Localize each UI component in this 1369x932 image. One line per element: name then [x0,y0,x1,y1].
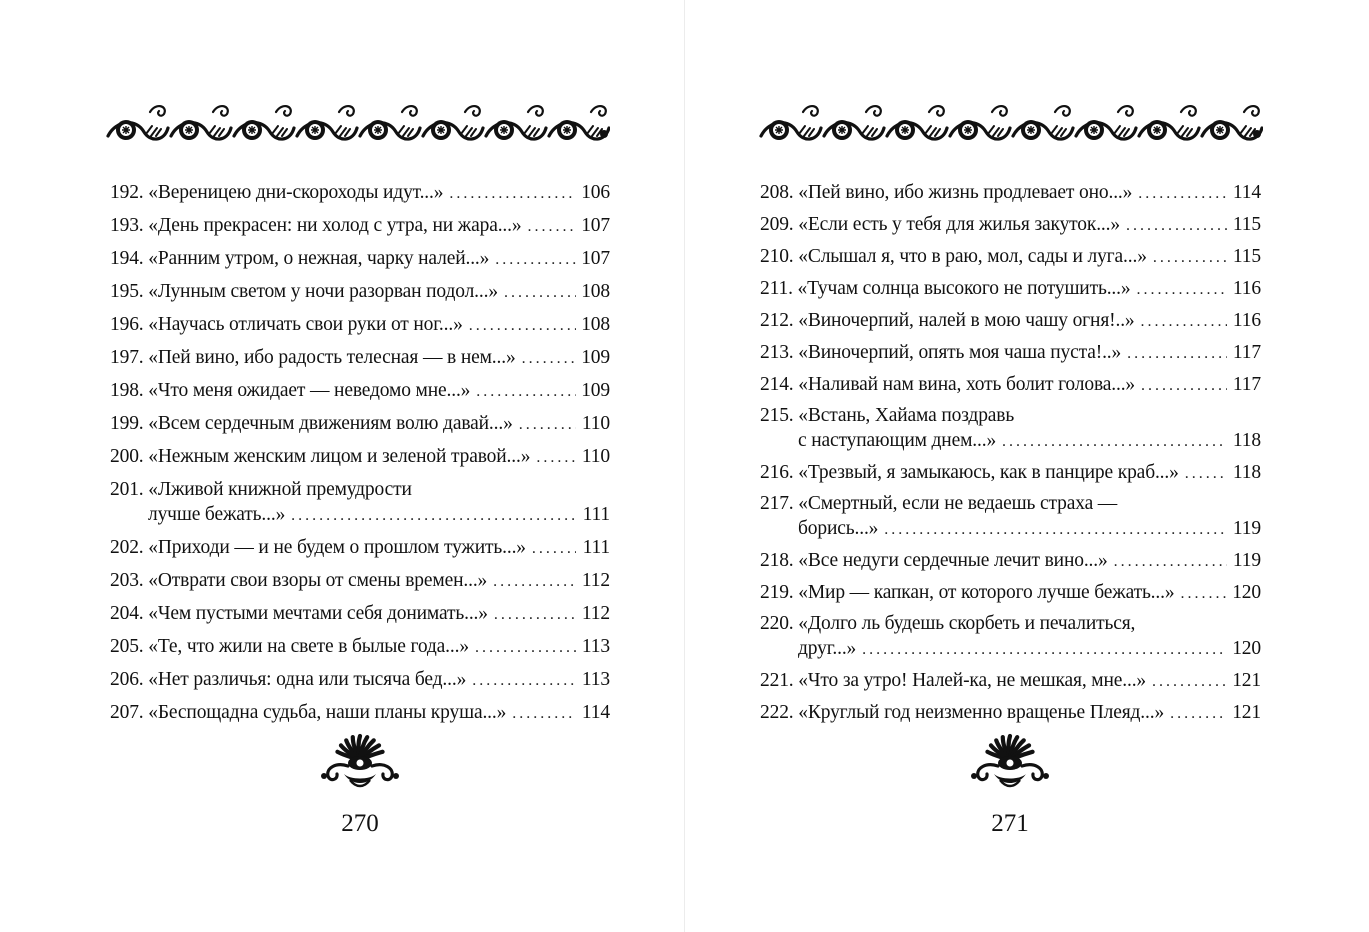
toc-entry-line [760,577,1261,609]
ornament-stroke [838,126,846,134]
entry-page-number: 119 [1232,550,1261,571]
entry-page-number: 110 [581,446,610,467]
entry-page-number: 119 [1232,517,1261,539]
entry-number: 221. [760,670,794,691]
entry-number: 210. [760,246,794,267]
toc-entry [110,631,610,664]
toc-entry [110,375,610,408]
toc-entry-line [110,342,610,375]
toc-entry-line [110,210,610,243]
ornament-stroke [862,126,877,136]
toc-entry [110,664,610,697]
entry-title: «Слышал я, что в раю, мол, сады и луга...» [798,246,1147,267]
dot-leader [1114,546,1227,577]
toc-entry-line [760,665,1261,697]
ornament-stroke [866,106,881,116]
entry-title: «Отврати свои взоры от смены времен...» [148,570,488,591]
entry-page-number: 108 [581,314,610,335]
toc-entry [760,609,1261,665]
entry-title: «Трезвый, я замыкаюсь, как в панцире краб...» [798,462,1179,483]
dot-leader [1153,242,1227,273]
toc-entry-line [110,441,610,474]
toc-entry [110,474,610,532]
ornament-stroke [402,106,417,116]
toc-entry-line [110,664,610,697]
entry-page-number: 115 [1232,246,1261,267]
entry-title: «Долго ль будешь скорбеть и печалиться, [798,613,1136,634]
dot-leader [504,277,576,309]
toc-entry [760,337,1261,369]
entry-number: 202. [110,537,144,558]
toc-entry-line [760,369,1261,401]
entry-page-number: 109 [581,347,610,368]
entry-number: 195. [110,281,144,302]
toc-entry [760,305,1261,337]
toc-entry [760,177,1261,209]
entry-page-number: 112 [581,603,610,624]
ornament-stroke [213,106,228,116]
scroll-ornament-band-icon [106,98,610,150]
toc-entry [110,309,610,342]
ornament-stroke [357,760,364,767]
toc-entry [760,577,1261,609]
entry-number: 211. [760,278,793,299]
right-page [685,0,1369,932]
toc-entry-line [760,404,1261,429]
ornament-stroke [465,106,480,116]
entry-title: «Беспощадна судьба, наши планы круша...» [148,702,507,723]
dot-leader [1138,178,1227,209]
table-of-contents [110,177,610,730]
entry-title: «Всем сердечным движениям волю давай...» [148,413,513,434]
entry-title: «Все недуги сердечные лечит вино...» [798,550,1108,571]
ornament-stroke [929,106,944,116]
ornament-stroke [524,126,539,136]
dot-leader [1136,274,1227,305]
page-number: 270 [341,810,379,837]
toc-entry-line [110,565,610,598]
dot-leader [1170,698,1227,729]
left-page [0,0,684,932]
dot-leader [884,518,1227,543]
dot-leader [1002,430,1227,455]
ornament-stroke [1114,126,1129,136]
ornament-stroke [185,126,193,134]
dot-leader [1152,666,1227,697]
ornament-stroke [146,126,161,136]
entry-title: «Ранним утром, о нежная, чарку налей...» [148,248,490,269]
entry-title: «Мир — капкан, от которого лучше бежать...» [798,582,1175,603]
entry-title: лучше бежать...» [148,504,286,525]
entry-page-number: 114 [1232,182,1261,203]
entry-page-number: 112 [581,570,610,591]
entry-page-number: 117 [1232,374,1261,395]
entry-page-number: 107 [581,248,610,269]
entry-number: 206. [110,669,144,690]
entry-title: «День прекрасен: ни холод с утра, ни жара...» [148,215,522,236]
toc-entry [760,457,1261,489]
toc-entry-line [760,337,1261,369]
ornament-stroke [321,773,327,779]
entry-number: 193. [110,215,144,236]
ornament-stroke [393,773,399,779]
ornament-stroke [1118,106,1133,116]
entry-title: «Виночерпий, налей в мою чашу огня!..» [798,310,1135,331]
dot-leader [532,533,576,565]
ornament-stroke [437,126,445,134]
entry-title: борись...» [798,517,879,539]
toc-entry-line [760,612,1261,637]
toc-entry-line [110,532,610,565]
toc-entry [760,697,1261,729]
toc-entry-line [110,477,610,502]
toc-entry-line [110,177,610,210]
palmette-ornament-icon [320,730,400,790]
toc-entry [110,276,610,309]
ornament-stroke [1007,760,1014,767]
entry-number: 218. [760,550,794,571]
toc-entry [760,545,1261,577]
entry-title: с наступающим днем...» [798,429,997,451]
entry-page-number: 118 [1232,429,1261,451]
toc-entry [110,210,610,243]
entry-title: «Лунным светом у ночи разорван подол...» [148,281,498,302]
entry-number: 219. [760,582,794,603]
entry-title: «Если есть у тебя для жилья закуток...» [798,214,1120,235]
ornament-stroke [1216,126,1224,134]
dot-leader [475,632,576,664]
ornament-stroke [1022,765,1042,780]
ornament-stroke [775,126,783,134]
scroll-ornament-band-icon [759,98,1263,150]
ornament-stroke [591,106,606,116]
toc-entry-line [760,305,1261,337]
entry-number: 208. [760,182,794,203]
toc-entry-line [110,598,610,631]
entry-page-number: 106 [581,182,610,203]
toc-entry-line [110,631,610,664]
toc-entry [760,369,1261,401]
dot-leader [862,638,1227,663]
ornament-stroke [335,126,350,136]
ornament-stroke [971,773,977,779]
toc-entry-line [760,697,1261,729]
dot-leader [512,698,576,730]
toc-entry-line [760,637,1261,663]
dot-leader [527,211,576,243]
ornament-stroke [372,765,392,780]
ornament-stroke [500,126,508,134]
dot-leader [472,665,576,697]
palmette-ornament-icon [970,730,1050,790]
ornament-stroke [311,126,319,134]
entry-title: «Встань, Хайама поздравь [798,405,1015,426]
entry-page-number: 121 [1232,670,1261,691]
ornament-stroke [978,765,998,780]
toc-entry [760,401,1261,457]
entry-title: «Круглый год неизменно вращенье Плеяд...» [798,702,1165,723]
dot-leader [536,442,576,474]
ornament-stroke [587,126,602,136]
entry-number: 198. [110,380,144,401]
entry-number: 207. [110,702,144,723]
toc-entry-line [110,697,610,730]
entry-title: «Научась отличать свои руки от ног...» [148,314,463,335]
ornament-stroke [925,126,940,136]
ornament-stroke [150,106,165,116]
ornament-stroke [964,126,972,134]
toc-entry [760,273,1261,305]
ornament-stroke [1181,106,1196,116]
entry-title: «Чем пустыми мечтами себя донимать...» [148,603,488,624]
entry-page-number: 115 [1232,214,1261,235]
entry-title: «Нет различья: одна или тысяча бед...» [148,669,467,690]
toc-entry [110,408,610,441]
ornament-stroke [398,126,413,136]
entry-page-number: 109 [581,380,610,401]
entry-number: 192. [110,182,144,203]
dot-leader [1141,306,1227,337]
dot-leader [1126,210,1227,241]
ornament-stroke [994,774,1026,783]
toc-entry-line [760,429,1261,455]
ornament-stroke [799,126,814,136]
toc-entry [110,532,610,565]
toc-entry-line [110,408,610,441]
entry-page-number: 111 [582,504,610,525]
entry-title: друг...» [798,637,857,659]
entry-page-number: 113 [581,669,610,690]
entry-number: 216. [760,462,794,483]
toc-entry-line [760,517,1261,543]
entry-number: 215. [760,405,794,426]
toc-entry [760,241,1261,273]
dot-leader [494,599,576,631]
entry-page-number: 118 [1232,462,1261,483]
ornament-stroke [992,106,1007,116]
entry-page-number: 108 [581,281,610,302]
dot-leader [1141,370,1227,401]
ornament-stroke [374,126,382,134]
ornament-stroke [563,126,571,134]
ornament-stroke [528,106,543,116]
toc-entry-line [760,209,1261,241]
toc-entry [760,489,1261,545]
ornament-stroke [328,765,348,780]
ornament-stroke [1027,126,1035,134]
entry-page-number: 110 [581,413,610,434]
entry-number: 214. [760,374,794,395]
dot-leader [449,178,576,210]
toc-entry-line [110,502,610,528]
entry-number: 213. [760,342,794,363]
dot-leader [1180,578,1227,609]
toc-entry-line [760,177,1261,209]
entry-title: «Наливай нам вина, хоть болит голова...» [798,374,1136,395]
entry-number: 196. [110,314,144,335]
dot-leader [522,343,576,375]
toc-entry-line [760,241,1261,273]
entry-title: «Вереницею дни-скороходы идут...» [148,182,444,203]
dot-leader [469,310,576,342]
entry-number: 222. [760,702,794,723]
entry-page-number: 120 [1232,637,1261,659]
ornament-stroke [1043,773,1049,779]
entry-title: «Пей вино, ибо радость телесная — в нем...» [148,347,516,368]
ornament-stroke [1240,126,1255,136]
dot-leader [519,409,576,441]
entry-page-number: 111 [582,537,610,558]
entry-number: 203. [110,570,144,591]
entry-page-number: 121 [1232,702,1261,723]
dot-leader [1127,338,1227,369]
entry-title: «Что меня ожидает — неведомо мне...» [148,380,471,401]
dot-leader [291,503,576,528]
toc-entry [110,243,610,276]
dot-leader [476,376,576,408]
entry-number: 197. [110,347,144,368]
toc-entry-line [110,375,610,408]
entry-number: 220. [760,613,794,634]
toc-entry-line [760,492,1261,517]
ornament-stroke [344,774,376,783]
entry-title: «Пей вино, ибо жизнь продлевает оно...» [798,182,1133,203]
ornament-stroke [1177,126,1192,136]
ornament-stroke [1244,106,1259,116]
ornament-stroke [248,126,256,134]
ornament-stroke [600,130,608,138]
toc-entry [760,665,1261,697]
entry-title: «Тучам солнца высокого не потушить...» [797,278,1131,299]
entry-title: «Смертный, если не ведаешь страха — [798,493,1118,514]
toc-entry [110,177,610,210]
toc-entry-line [110,243,610,276]
entry-title: «Виночерпий, опять моя чаша пуста!..» [798,342,1122,363]
dot-leader [1185,458,1227,489]
dot-leader [493,566,576,598]
toc-entry [110,441,610,474]
toc-entry-line [110,276,610,309]
page-number: 271 [991,810,1029,837]
toc-entry-line [760,545,1261,577]
toc-entry [110,565,610,598]
ornament-stroke [1253,130,1261,138]
entry-title: «Лживой книжной премудрости [148,479,412,500]
entry-number: 205. [110,636,144,657]
entry-number: 204. [110,603,144,624]
entry-number: 212. [760,310,794,331]
entry-page-number: 120 [1232,582,1261,603]
dot-leader [495,244,576,276]
toc-entry [110,342,610,375]
ornament-stroke [276,106,291,116]
entry-page-number: 116 [1232,278,1261,299]
entry-page-number: 114 [581,702,610,723]
ornament-stroke [461,126,476,136]
ornament-stroke [1090,126,1098,134]
toc-entry-line [760,273,1261,305]
entry-page-number: 116 [1232,310,1261,331]
entry-number: 200. [110,446,144,467]
toc-entry-line [760,457,1261,489]
entry-title: «Нежным женским лицом и зеленой травой...» [148,446,531,467]
ornament-stroke [1055,106,1070,116]
ornament-stroke [1051,126,1066,136]
ornament-stroke [209,126,224,136]
ornament-stroke [901,126,909,134]
entry-title: «Те, что жили на свете в былые года...» [148,636,469,657]
toc-entry [110,697,610,730]
toc-entry [760,209,1261,241]
entry-page-number: 107 [581,215,610,236]
entry-title: «Что за утро! Налей-ка, не мешкая, мне...» [798,670,1147,691]
entry-number: 201. [110,479,144,500]
table-of-contents [760,177,1261,729]
ornament-stroke [272,126,287,136]
ornament-stroke [1153,126,1161,134]
toc-entry-line [110,309,610,342]
entry-number: 194. [110,248,144,269]
ornament-stroke [803,106,818,116]
entry-page-number: 113 [581,636,610,657]
entry-number: 217. [760,493,794,514]
entry-number: 209. [760,214,794,235]
ornament-stroke [122,126,130,134]
ornament-stroke [339,106,354,116]
entry-page-number: 117 [1232,342,1261,363]
entry-title: «Приходи — и не будем о прошлом тужить...» [148,537,526,558]
entry-number: 199. [110,413,144,434]
ornament-stroke [988,126,1003,136]
toc-entry [110,598,610,631]
